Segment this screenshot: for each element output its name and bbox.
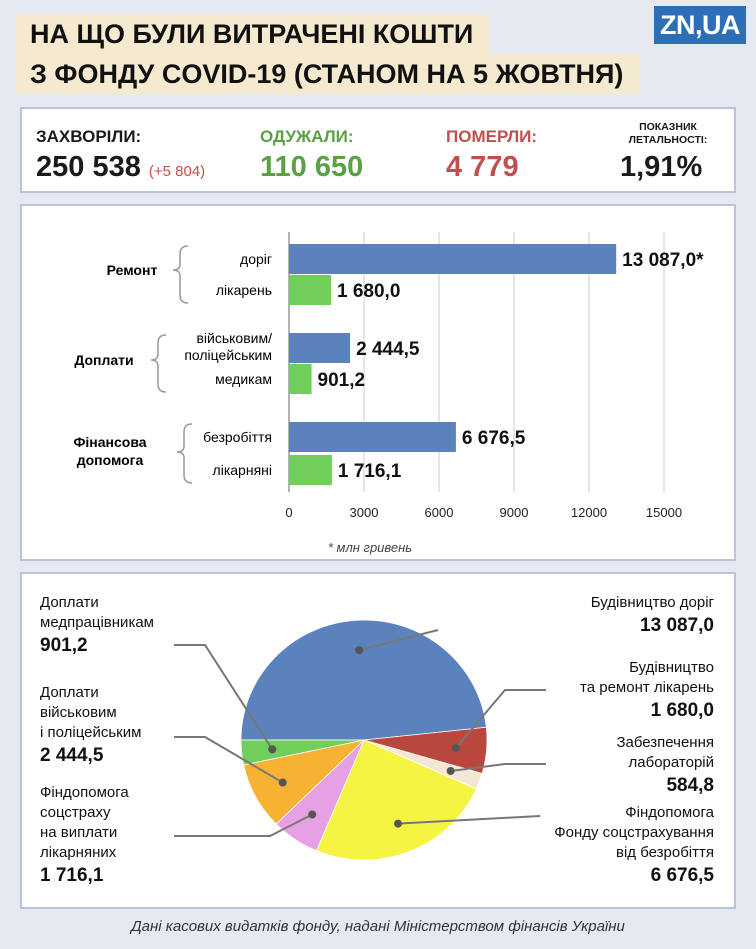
pie-value-label: 2 444,5	[40, 745, 104, 766]
pie-value-label: 584,8	[666, 775, 714, 796]
x-tick-label: 9000	[499, 505, 529, 520]
pie-value-label: 1 716,1	[40, 865, 104, 886]
bar-value-label: 1 680,0	[337, 281, 401, 302]
leader-dot	[447, 767, 455, 775]
bar-category-label: доріг	[240, 251, 272, 267]
group-label: Доплати	[74, 352, 134, 368]
site-logo[interactable]: ZN,UA	[654, 6, 746, 44]
pie-slice	[241, 620, 486, 740]
title-line-1: НА ЩО БУЛИ ВИТРАЧЕНІ КОШТИ	[16, 14, 489, 54]
pie-label: і поліцейським	[40, 724, 142, 741]
pie-label: Будівництво	[629, 659, 714, 676]
pie-label: Будівництво доріг	[590, 594, 714, 611]
bar	[289, 364, 312, 394]
pie-label: та ремонт лікарень	[580, 679, 714, 696]
leader-dot	[355, 646, 363, 654]
bar-value-label: 2 444,5	[356, 339, 420, 360]
title-line-2: З ФОНДУ COVID-19 (СТАНОМ НА 5 ЖОВТНЯ)	[16, 54, 639, 94]
bar	[289, 244, 616, 274]
lethality-value: 1,91%	[620, 151, 703, 183]
pie-label: лікарняних	[40, 844, 117, 861]
bar	[289, 333, 350, 363]
pie-label: Фіндопомога	[40, 784, 129, 801]
bar-value-label: 1 716,1	[337, 461, 402, 482]
x-tick-label: 3000	[349, 505, 379, 520]
pie-value-label: 6 676,5	[650, 865, 714, 886]
bar-value-label: 6 676,5	[461, 428, 526, 449]
group-bracket	[177, 424, 192, 483]
recovered-label: ОДУЖАЛИ:	[260, 127, 354, 146]
bar-category-label: поліцейським	[184, 347, 272, 363]
pie-value-label: 901,2	[40, 635, 88, 656]
sick-delta: (+5 804)	[148, 163, 206, 180]
leader-dot	[268, 745, 276, 753]
group-label: Ремонт	[106, 262, 158, 278]
died-label: ПОМЕРЛИ:	[446, 127, 538, 146]
bar	[289, 422, 456, 452]
x-tick-label: 0	[285, 505, 293, 520]
bar-value-label: 901,2	[317, 370, 366, 391]
recovered-value: 110 650	[260, 151, 364, 183]
pie-label: лабораторій	[628, 754, 714, 771]
group-label: Фінансова	[73, 434, 147, 450]
leader-dot	[308, 810, 316, 818]
leader-dot	[452, 744, 460, 752]
pie-label: Фонду соцстрахування	[554, 824, 714, 841]
pie-label: на виплати	[40, 824, 118, 841]
bar	[289, 455, 332, 485]
group-label: допомога	[76, 452, 144, 468]
bar-category-label: військовим/	[196, 330, 272, 346]
died-value: 4 779	[446, 151, 519, 183]
pie-value-label: 13 087,0	[640, 615, 714, 636]
bar-value-label: 13 087,0*	[622, 250, 704, 271]
group-bracket	[173, 246, 188, 303]
source-footer: Дані касових видатків фонду, надані Міністерством фінансів України	[131, 918, 625, 935]
pie-label: від безробіття	[615, 844, 714, 861]
bar-category-label: лікарень	[215, 282, 272, 298]
pie-label: Доплати	[40, 684, 99, 701]
pie-label: соцстраху	[40, 804, 111, 821]
lethality-label-line2: ЛЕТАЛЬНОСТІ:	[628, 134, 708, 146]
bar-category-label: лікарняні	[212, 462, 272, 478]
pie-label: Фіндопомога	[625, 804, 714, 821]
pie-label: Забезпечення	[616, 734, 714, 751]
x-tick-label: 15000	[645, 505, 683, 520]
sick-number: 250 538	[36, 151, 141, 183]
x-tick-label: 12000	[570, 505, 608, 520]
group-bracket	[151, 335, 166, 392]
bar	[289, 275, 331, 305]
leader-dot	[279, 779, 287, 787]
bar-category-label: медикам	[215, 371, 272, 387]
pie-label: військовим	[40, 704, 117, 721]
pie-label: медпрацівникам	[40, 614, 154, 631]
x-tick-label: 6000	[424, 505, 454, 520]
sick-label: ЗАХВОРІЛИ:	[36, 127, 142, 146]
lethality-label-line1: ПОКАЗНИК	[639, 121, 697, 133]
bar-category-label: безробіття	[203, 429, 272, 445]
pie-label: Доплати	[40, 594, 99, 611]
pie-value-label: 1 680,0	[650, 700, 714, 721]
unit-note: * млн гривень	[327, 540, 413, 555]
leader-dot	[394, 820, 402, 828]
